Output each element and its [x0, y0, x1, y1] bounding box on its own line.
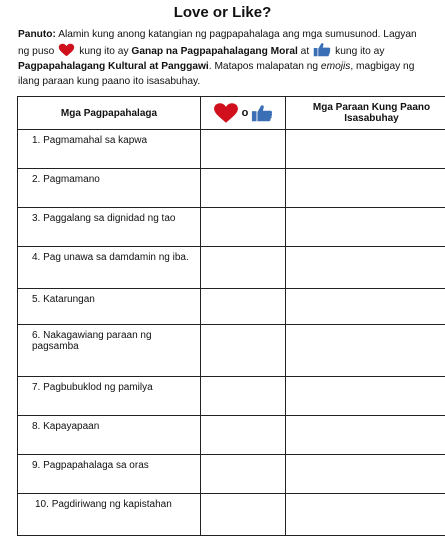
header-ways: Mga Paraan Kung Paano Isasabuhay [286, 97, 445, 130]
emoji-answer-cell[interactable] [201, 325, 286, 377]
heart-icon [58, 43, 75, 57]
emoji-answer-cell[interactable] [201, 169, 286, 208]
value-cell [18, 289, 201, 325]
ways-answer-cell[interactable] [286, 494, 445, 536]
row-number: 4. [32, 252, 41, 263]
value-label [18, 377, 200, 393]
row-text: Pagbubuklod ng pamilya [43, 382, 153, 393]
value-cell [18, 247, 201, 289]
value-label [18, 247, 200, 263]
thumbs-up-icon [251, 103, 273, 123]
row-number: 5. [32, 294, 41, 305]
value-label [18, 455, 200, 471]
table-row [18, 494, 445, 536]
value-label [18, 169, 200, 185]
table-header-row [18, 97, 445, 130]
emoji-answer-cell[interactable] [201, 377, 286, 416]
instructions [18, 27, 445, 89]
row-text: Pag unawa sa damdamin ng iba. [43, 252, 189, 263]
instructions-line-3 [18, 59, 445, 74]
header-values: Mga Pagpapahalaga [18, 97, 201, 130]
instructions-bold-1: Ganap na Pagpapahalagang Moral [131, 46, 298, 57]
table-row [18, 455, 445, 494]
instructions-text-2c: at [297, 46, 310, 57]
value-label [18, 289, 200, 305]
table-row [18, 325, 445, 377]
row-text: Nakagawiang paraan ng pagsamba [32, 330, 152, 352]
emoji-answer-cell[interactable] [201, 247, 286, 289]
value-label [18, 494, 200, 510]
ways-answer-cell[interactable] [286, 247, 445, 289]
value-label [18, 325, 200, 352]
instructions-line-2 [18, 42, 445, 59]
value-cell [18, 208, 201, 247]
value-label [18, 130, 200, 146]
or-separator: o [241, 107, 249, 119]
instructions-text-2a: ng puso [18, 46, 55, 57]
ways-answer-cell[interactable] [286, 208, 445, 247]
row-number: 9. [32, 460, 41, 471]
ways-answer-cell[interactable] [286, 169, 445, 208]
row-number: 8. [32, 421, 41, 432]
row-text: Pagmamahal sa kapwa [43, 135, 148, 146]
value-cell [18, 169, 201, 208]
thumbs-up-icon [313, 42, 331, 57]
emoji-answer-cell[interactable] [201, 289, 286, 325]
values-table [17, 96, 445, 536]
ways-answer-cell[interactable] [286, 289, 445, 325]
ways-answer-cell[interactable] [286, 377, 445, 416]
value-cell [18, 455, 201, 494]
row-text: Katarungan [43, 294, 95, 305]
ways-answer-cell[interactable] [286, 325, 445, 377]
value-cell [18, 325, 201, 377]
row-number: 7. [32, 382, 41, 393]
instructions-text-2d: kung ito ay [335, 46, 385, 57]
emoji-answer-cell[interactable] [201, 208, 286, 247]
ways-answer-cell[interactable] [286, 130, 445, 169]
instructions-line-1 [18, 27, 445, 42]
heart-icon [213, 102, 239, 124]
table-row [18, 169, 445, 208]
emoji-answer-cell[interactable] [201, 416, 286, 455]
instructions-text-3b: , magbigay ng [350, 61, 415, 72]
ways-answer-cell[interactable] [286, 455, 445, 494]
row-text: Paggalang sa dignidad ng tao [43, 213, 176, 224]
emoji-answer-cell[interactable] [201, 130, 286, 169]
row-text: Pagmamano [43, 174, 100, 185]
instructions-text-2b: kung ito ay [79, 46, 129, 57]
table-row [18, 377, 445, 416]
row-number: 1. [32, 135, 41, 146]
value-cell [18, 416, 201, 455]
page-title: Love or Like? [173, 4, 272, 21]
row-number: 10. [35, 499, 49, 510]
emoji-answer-cell[interactable] [201, 494, 286, 536]
header-emoji [201, 97, 286, 130]
instructions-bold-2: Pagpapahalagang Kultural at Panggawi [18, 61, 209, 72]
instructions-italic: emojis [320, 61, 351, 72]
instructions-line-4: ilang paraan kung paano ito isasabuhay. [18, 76, 201, 87]
table-row [18, 289, 445, 325]
row-number: 2. [32, 174, 41, 185]
row-text: Pagpapahalaga sa oras [43, 460, 149, 471]
instructions-text-1: Alamin kung anong katangian ng pagpapahalaga ang mga sumusunod. Lagyan [55, 29, 417, 40]
table-row [18, 130, 445, 169]
value-label [18, 208, 200, 224]
row-text: Pagdiriwang ng kapistahan [51, 499, 172, 510]
value-cell [18, 377, 201, 416]
table-row [18, 247, 445, 289]
row-number: 6. [32, 330, 41, 341]
row-text: Kapayapaan [43, 421, 100, 432]
instructions-text-3a: . Matapos malapatan ng [208, 61, 321, 72]
value-cell [18, 130, 201, 169]
table-row [18, 416, 445, 455]
value-label [18, 416, 200, 432]
row-number: 3. [32, 213, 41, 224]
instructions-label: Panuto: [18, 29, 56, 40]
ways-answer-cell[interactable] [286, 416, 445, 455]
emoji-answer-cell[interactable] [201, 455, 286, 494]
table-row [18, 208, 445, 247]
value-cell [18, 494, 201, 536]
